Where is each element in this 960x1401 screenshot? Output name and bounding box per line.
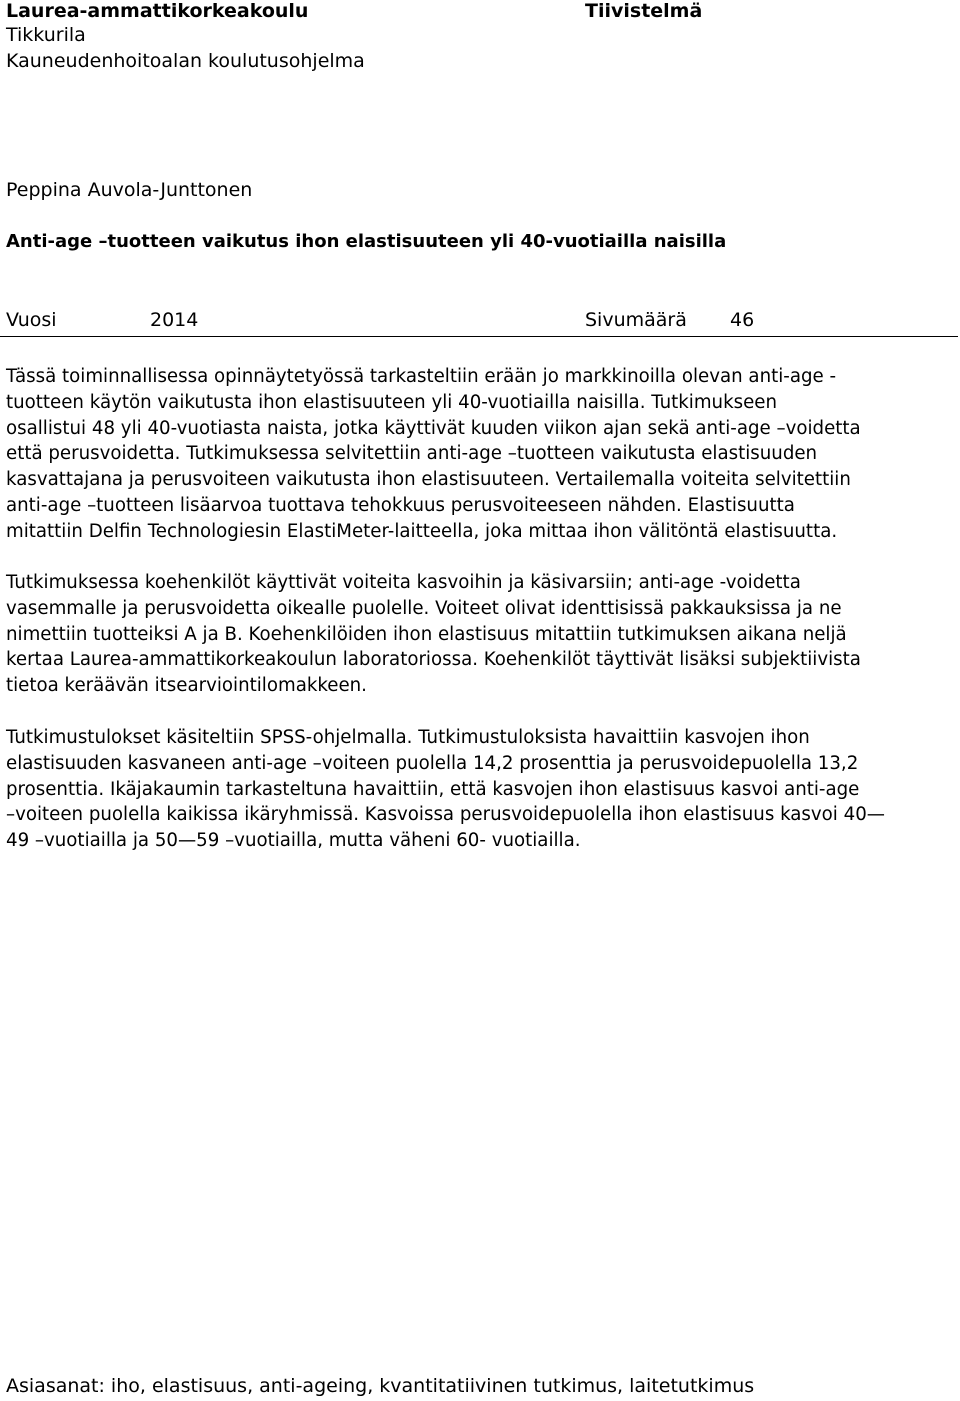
paragraph-line: kertaa Laurea-ammattikorkeakoulun laboratoriossa. Koehenkilöt täyttivät lisäksi subjektiivista [6, 649, 861, 671]
paragraph-line: 49 –vuotiailla ja 50—59 –vuotiailla, mutta väheni 60- vuotiailla. [6, 830, 581, 852]
document-type: Tiivistelmä [585, 0, 703, 22]
paragraph-line: Tutkimuksessa koehenkilöt käyttivät voiteita kasvoihin ja käsivarsiin; anti-age -voidetta [6, 572, 801, 593]
year-value: 2014 [150, 309, 199, 331]
thesis-title: Anti-age –tuotteen vaikutus ihon elastisuuteen yli 40-vuotiailla naisilla [6, 231, 727, 252]
institution-name: Laurea-ammattikorkeakoulu [6, 0, 309, 22]
page-count-label: Sivumäärä [585, 309, 687, 331]
paragraph-line: tuotteen käytön vaikutusta ihon elastisuuteen yli 40-vuotiailla naisilla. Tutkimukseen [6, 391, 778, 413]
header-divider [0, 336, 958, 337]
abstract-paragraph-3 [6, 725, 958, 854]
paragraph-line: tietoa keräävän itsearviointilomakkeen. [6, 675, 367, 697]
paragraph-line: osallistui 48 yli 40-vuotiasta naista, jotka käyttivät kuuden viikon ajan sekä anti-age –voidetta [6, 417, 861, 439]
year-label: Vuosi [6, 309, 57, 331]
programme-name: Kauneudenhoitoalan koulutusohjelma [6, 50, 365, 72]
paragraph-line: elastisuuden kasvaneen anti-age –voiteen puolella 14,2 prosenttia ja perusvoidepuolella 13,2 [6, 752, 859, 774]
paragraph-line: kasvattajana ja perusvoiteen vaikutusta ihon elastisuuteen. Vertailemalla voiteita selvitettiin [6, 469, 851, 491]
paragraph-line: että perusvoidetta. Tutkimuksessa selvitettiin anti-age –tuotteen vaikutusta elastisuuden [6, 443, 818, 465]
author-name: Peppina Auvola-Junttonen [6, 179, 253, 201]
paragraph-line: mitattiin Delfin Technologiesin ElastiMeter-laitteella, joka mittaa ihon välitöntä elastisuutta. [6, 520, 838, 542]
keywords: Asiasanat: iho, elastisuus, anti-ageing, kvantitatiivinen tutkimus, laitetutkimus [6, 1375, 755, 1397]
paragraph-line: –voiteen puolella kaikissa ikäryhmissä. Kasvoissa perusvoidepuolella ihon elastisuus kasvoi 40— [6, 804, 885, 826]
abstract-paragraph-1 [6, 364, 958, 545]
paragraph-line: vasemmalle ja perusvoidetta oikealle puolelle. Voiteet olivat identtisissä pakkauksissa ja ne [6, 597, 842, 619]
abstract-paragraph-2 [6, 570, 958, 699]
paragraph-line: Tässä toiminnallisessa opinnäytetyössä tarkasteltiin erään jo markkinoilla olevan anti-age - [6, 366, 837, 387]
paragraph-line: anti-age –tuotteen lisäarvoa tuottava tehokkuus perusvoiteeseen nähden. Elastisuutta [6, 494, 795, 516]
campus-name: Tikkurila [6, 24, 86, 46]
paragraph-line: Tutkimustulokset käsiteltiin SPSS-ohjelmalla. Tutkimustuloksista havaittiin kasvojen ihon [6, 727, 810, 748]
paragraph-line: prosenttia. Ikäjakaumin tarkasteltuna havaittiin, että kasvojen ihon elastisuus kasvoi anti-age [6, 778, 860, 800]
page-count-value: 46 [730, 309, 755, 331]
paragraph-line: nimettiin tuotteiksi A ja B. Koehenkilöiden ihon elastisuus mitattiin tutkimuksen aikana neljä [6, 623, 847, 645]
